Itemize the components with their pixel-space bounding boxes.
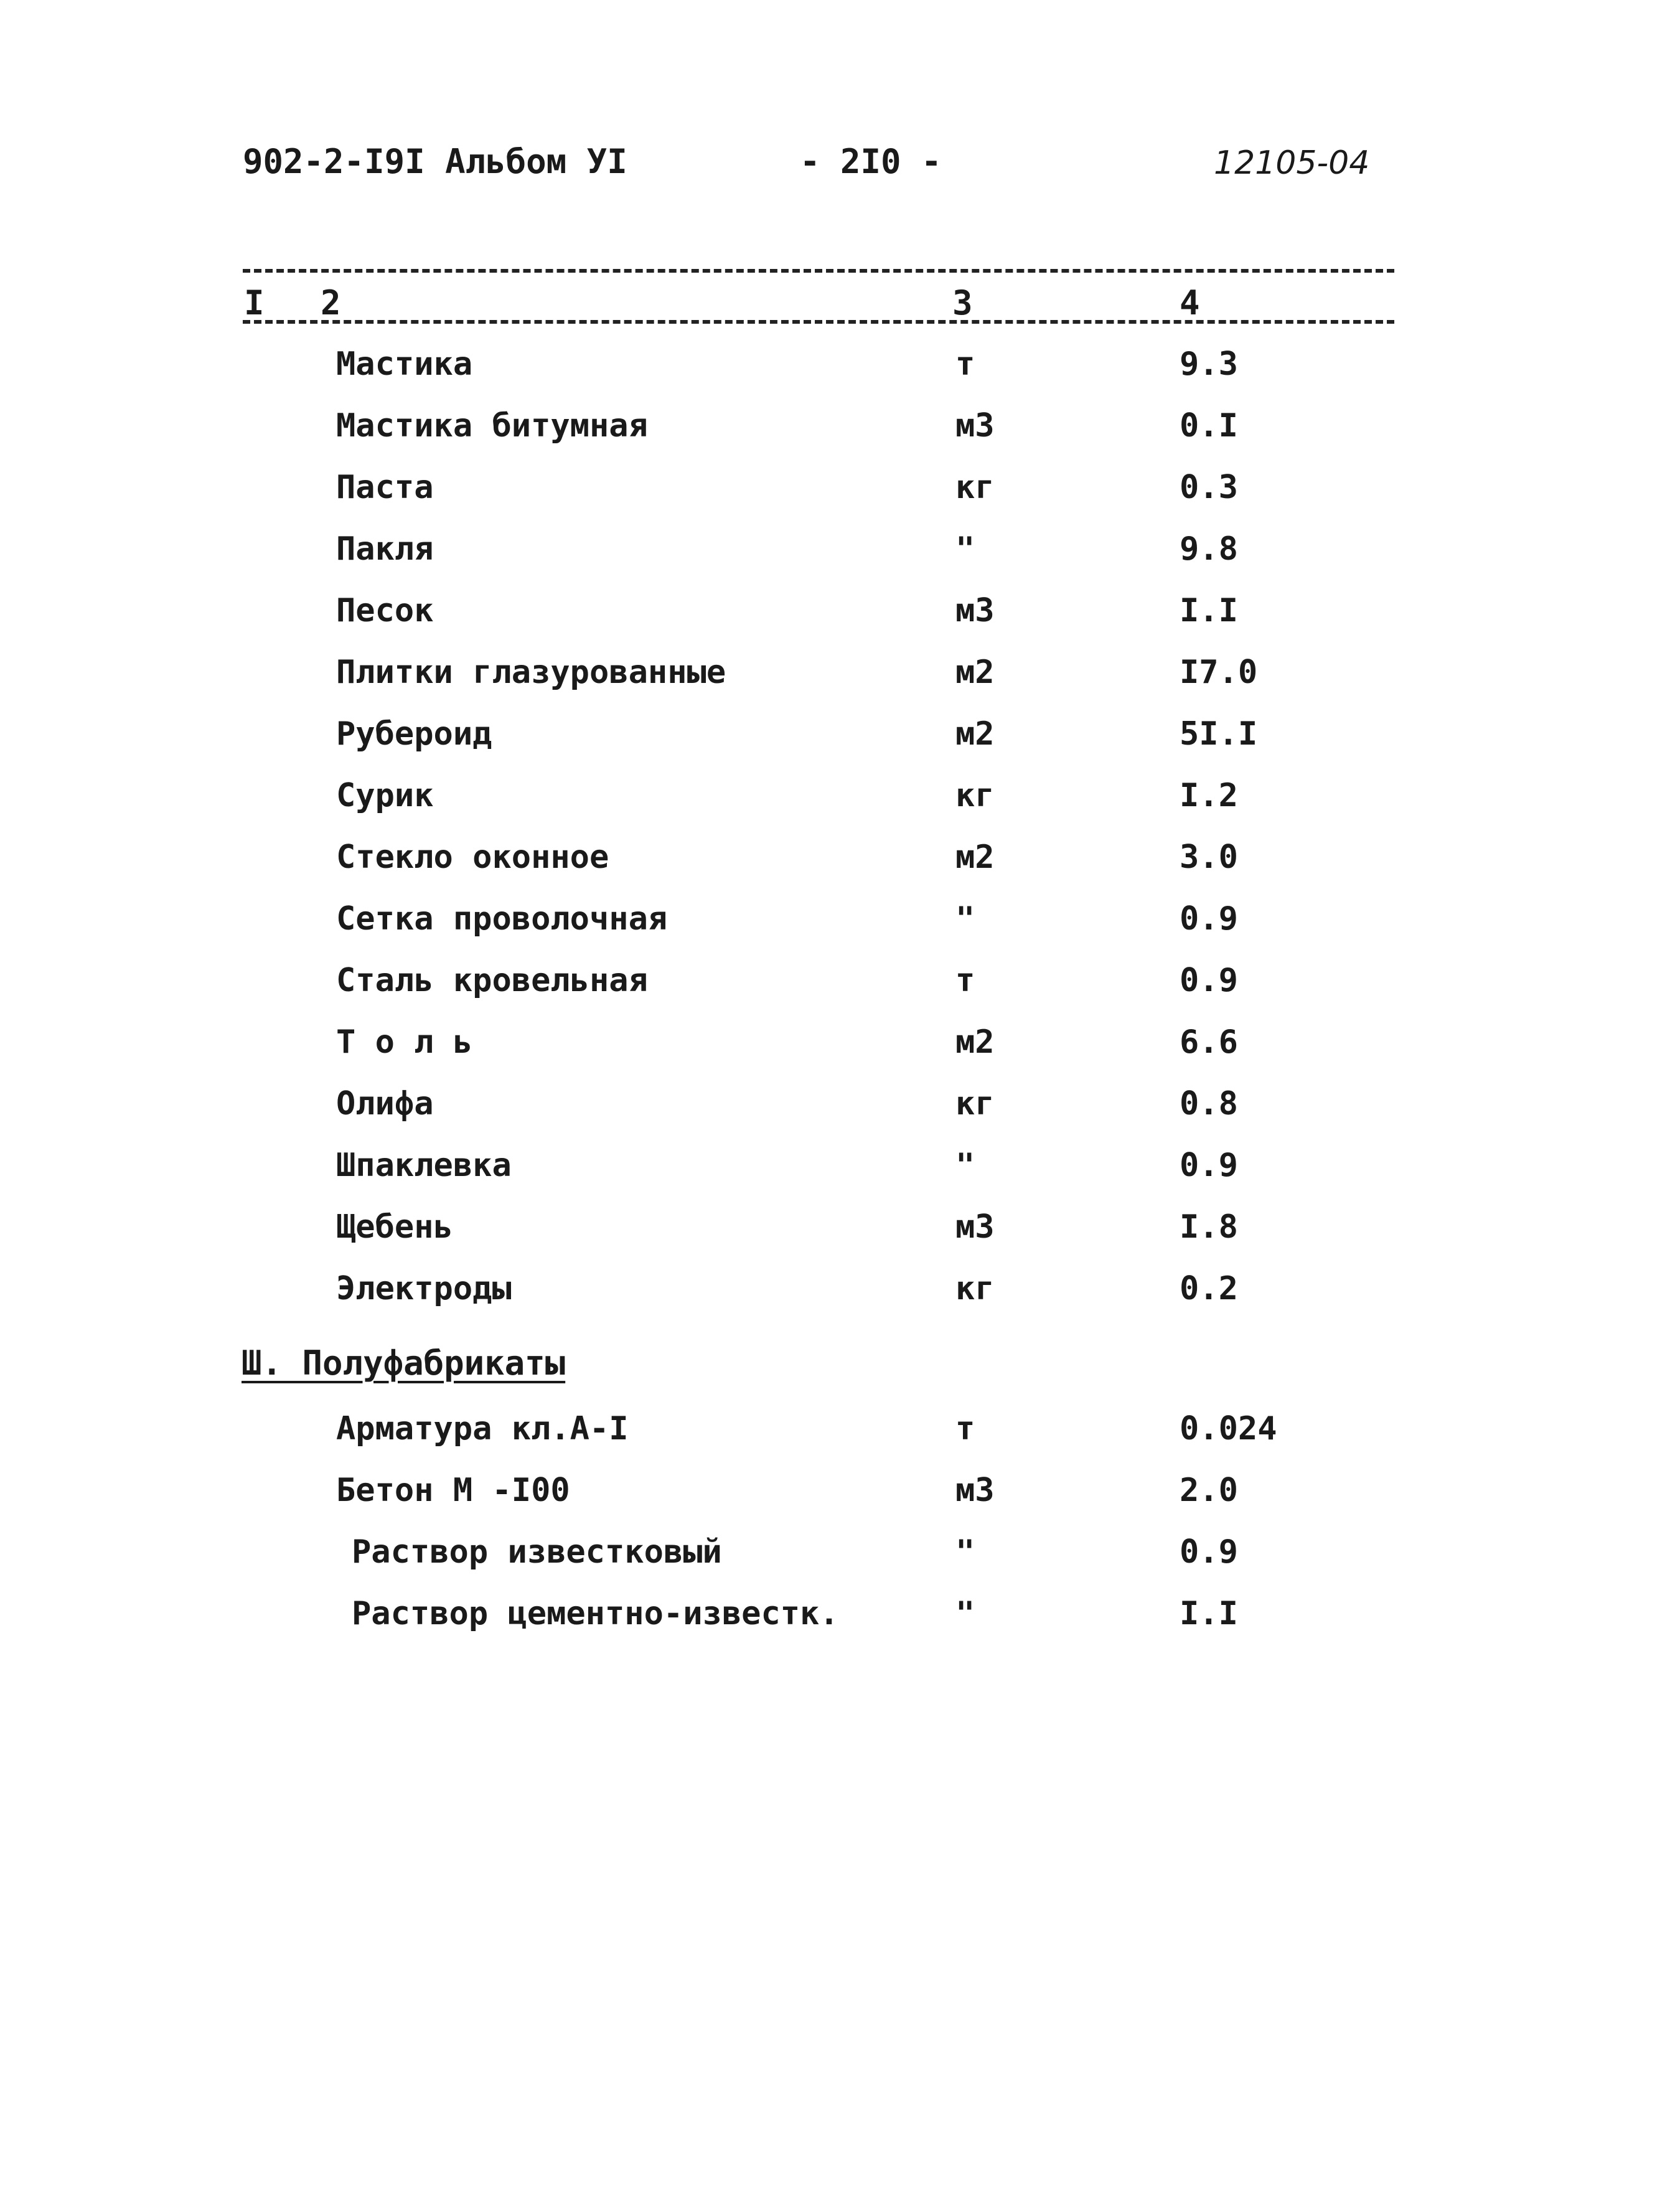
semi-product-unit: " xyxy=(955,1595,975,1632)
material-qty: 0.8 xyxy=(1180,1085,1238,1122)
material-name: Олифа xyxy=(336,1085,434,1122)
table-row xyxy=(0,1085,1680,1147)
table-row xyxy=(0,469,1680,530)
material-name: Мастика xyxy=(336,346,473,383)
material-unit: т xyxy=(955,346,975,383)
material-unit: кг xyxy=(955,777,995,814)
material-qty: 5I.I xyxy=(1180,715,1258,753)
material-unit: " xyxy=(955,530,975,568)
material-name: Щебень xyxy=(336,1208,453,1246)
material-name: Т о л ь xyxy=(336,1023,473,1061)
table-row xyxy=(0,1533,1680,1595)
table-row xyxy=(0,346,1680,407)
material-name: Электроды xyxy=(336,1270,512,1307)
table-row xyxy=(0,592,1680,654)
page-header xyxy=(0,142,1680,192)
table-row xyxy=(0,654,1680,715)
semi-product-name: Раствор цементно-известк. xyxy=(352,1595,839,1632)
material-qty: 0.9 xyxy=(1180,900,1238,938)
semi-product-qty: 0.9 xyxy=(1180,1533,1238,1571)
semi-product-name: Арматура кл.А-I xyxy=(336,1410,629,1447)
table-row xyxy=(0,407,1680,469)
material-qty: I7.0 xyxy=(1180,654,1258,691)
table-row xyxy=(0,1147,1680,1208)
table-row xyxy=(0,962,1680,1023)
material-unit: кг xyxy=(955,1085,995,1122)
registration-number: 12105-04 xyxy=(1214,144,1370,182)
material-name: Сурик xyxy=(336,777,434,814)
semi-products-list xyxy=(0,1410,1680,1657)
material-unit: кг xyxy=(955,1270,995,1307)
material-name: Рубероид xyxy=(336,715,492,753)
semi-product-name: Бетон М -I00 xyxy=(336,1472,570,1509)
section-title-semi-products: Ш. Полуфабрикаты xyxy=(242,1343,566,1383)
semi-product-qty: I.I xyxy=(1180,1595,1238,1632)
semi-product-qty: 2.0 xyxy=(1180,1472,1238,1509)
table-row xyxy=(0,777,1680,839)
column-header-3: 3 xyxy=(952,283,973,322)
material-unit: м3 xyxy=(955,592,995,629)
semi-product-name: Раствор известковый xyxy=(352,1533,722,1571)
material-qty: 9.8 xyxy=(1180,530,1238,568)
material-unit: " xyxy=(955,1147,975,1184)
material-qty: 0.3 xyxy=(1180,469,1238,506)
semi-product-unit: м3 xyxy=(955,1472,995,1509)
material-name: Мастика битумная xyxy=(336,407,648,445)
material-qty: 3.0 xyxy=(1180,839,1238,876)
semi-product-qty: 0.024 xyxy=(1180,1410,1277,1447)
column-header-2: 2 xyxy=(321,283,341,322)
material-qty: I.I xyxy=(1180,592,1238,629)
material-qty: 9.3 xyxy=(1180,346,1238,383)
material-unit: кг xyxy=(955,469,995,506)
material-qty: 0.2 xyxy=(1180,1270,1238,1307)
materials-list xyxy=(0,346,1680,1332)
material-qty: 0.9 xyxy=(1180,962,1238,999)
material-unit: м2 xyxy=(955,715,995,753)
material-unit: м2 xyxy=(955,654,995,691)
semi-product-unit: т xyxy=(955,1410,975,1447)
table-row xyxy=(0,1023,1680,1085)
material-qty: 0.I xyxy=(1180,407,1238,445)
semi-product-unit: " xyxy=(955,1533,975,1571)
page-number: - 2I0 - xyxy=(800,142,942,181)
material-name: Стекло оконное xyxy=(336,839,609,876)
material-unit: м2 xyxy=(955,1023,995,1061)
material-unit: м3 xyxy=(955,407,995,445)
material-name: Пакля xyxy=(336,530,434,568)
material-unit: м3 xyxy=(955,1208,995,1246)
material-qty: I.8 xyxy=(1180,1208,1238,1246)
material-unit: м2 xyxy=(955,839,995,876)
table-column-headers xyxy=(0,283,1680,333)
table-row xyxy=(0,530,1680,592)
table-row xyxy=(0,1472,1680,1533)
table-row xyxy=(0,1595,1680,1657)
table-row xyxy=(0,1208,1680,1270)
material-name: Паста xyxy=(336,469,434,506)
column-header-1: I xyxy=(244,283,265,322)
column-header-4: 4 xyxy=(1180,283,1200,322)
material-qty: 6.6 xyxy=(1180,1023,1238,1061)
material-name: Плитки глазурованные xyxy=(336,654,726,691)
table-header-rule xyxy=(243,320,1394,324)
table-row xyxy=(0,900,1680,962)
material-qty: I.2 xyxy=(1180,777,1238,814)
document-code: 902-2-I9I Альбом УI xyxy=(243,142,627,181)
table-top-rule xyxy=(243,269,1394,273)
table-row xyxy=(0,839,1680,900)
material-qty: 0.9 xyxy=(1180,1147,1238,1184)
material-name: Песок xyxy=(336,592,434,629)
table-row xyxy=(0,715,1680,777)
table-row xyxy=(0,1410,1680,1472)
material-name: Сетка проволочная xyxy=(336,900,668,938)
table-row xyxy=(0,1270,1680,1332)
material-unit: " xyxy=(955,900,975,938)
material-unit: т xyxy=(955,962,975,999)
material-name: Сталь кровельная xyxy=(336,962,648,999)
material-name: Шпаклевка xyxy=(336,1147,512,1184)
